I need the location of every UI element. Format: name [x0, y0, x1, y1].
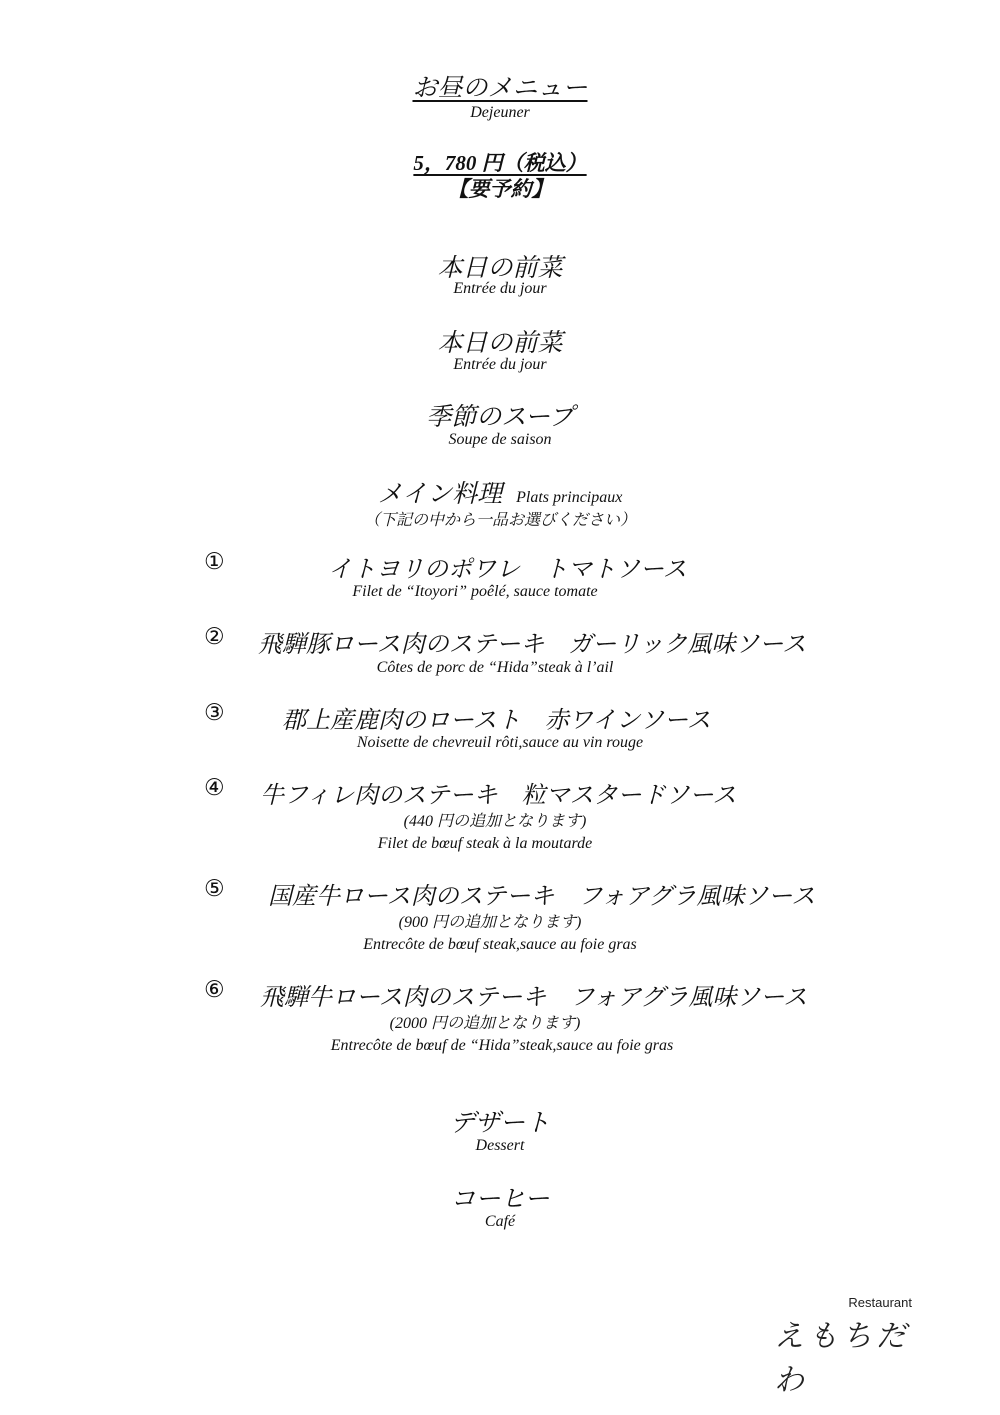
course-1-fr: Entrée du jour [453, 280, 547, 297]
item-jp: 飛騨豚ロース肉のステーキ ガーリック風味ソース [258, 632, 807, 658]
item-1-fr: Filet de “Itoyori” poêlé, sauce tomate [352, 583, 598, 600]
item-number: ① [204, 549, 225, 574]
item-5-fr: Entrecôte de bœuf steak,sauce au foie gras [363, 936, 637, 953]
reservation-note: 【要予約】 [447, 177, 553, 201]
course-2-jp: 本日の前菜 [437, 330, 563, 357]
main-item-5 [0, 876, 1000, 908]
logo-restaurant-label: Restaurant [848, 1295, 912, 1310]
logo-script: えもちだわ [774, 1320, 910, 1397]
coffee-fr: Café [484, 1213, 516, 1230]
main-course-note: （下記の中から一品お選びください） [363, 512, 636, 529]
item-number: ② [204, 624, 225, 649]
item-number: ④ [204, 775, 225, 800]
course-1-jp: 本日の前菜 [437, 255, 563, 282]
course-2-fr: Entrée du jour [453, 356, 547, 373]
dessert-jp: デザート [449, 1110, 550, 1137]
menu-price: 5，780 円（税込） [413, 151, 587, 175]
item-number: ⑥ [204, 977, 225, 1002]
item-4-extra: (440 円の追加となります) [403, 813, 587, 830]
item-jp: 郡上産鹿肉のロースト 赤ワインソース [282, 708, 711, 734]
item-2-fr: Côtes de porc de “Hida”steak à l’ail [376, 659, 614, 676]
item-6-extra: (2000 円の追加となります) [389, 1015, 581, 1032]
course-3-jp: 季節のスープ [426, 404, 574, 431]
item-4-fr: Filet de bœuf steak à la moutarde [377, 835, 593, 852]
item-number: ⑤ [204, 876, 225, 901]
item-3-fr: Noisette de chevreuil rôti,sauce au vin rouge [356, 734, 644, 751]
main-item-3 [0, 700, 1000, 732]
dessert-fr: Dessert [475, 1137, 525, 1154]
course-3-fr: Soupe de saison [448, 431, 552, 448]
item-5-extra: (900 円の追加となります) [398, 914, 582, 931]
main-course-heading [0, 474, 1000, 510]
main-item-1 [0, 549, 1000, 581]
menu-title: お昼のメニュー [412, 75, 588, 102]
main-course-jp: メイン料理 [377, 481, 503, 508]
main-item-6 [0, 977, 1000, 1009]
item-number: ③ [204, 700, 225, 725]
item-jp: 牛フィレ肉のステーキ 粒マスタードソース [260, 783, 737, 809]
item-jp: イトヨリのポワレ トマトソース [328, 557, 687, 583]
main-item-4 [0, 775, 1000, 807]
coffee-jp: コーヒー [450, 1186, 550, 1213]
item-jp: 飛騨牛ロース肉のステーキ フォアグラ風味ソース [260, 985, 808, 1011]
item-6-fr: Entrecôte de bœuf de “Hida”steak,sauce au foie gras [330, 1037, 674, 1054]
menu-subtitle: Dejeuner [470, 104, 530, 121]
item-jp: 国産牛ロース肉のステーキ フォアグラ風味ソース [268, 884, 816, 910]
restaurant-logo [770, 1293, 920, 1397]
main-item-2 [0, 624, 1000, 656]
main-course-fr: Plats principaux [516, 489, 623, 506]
